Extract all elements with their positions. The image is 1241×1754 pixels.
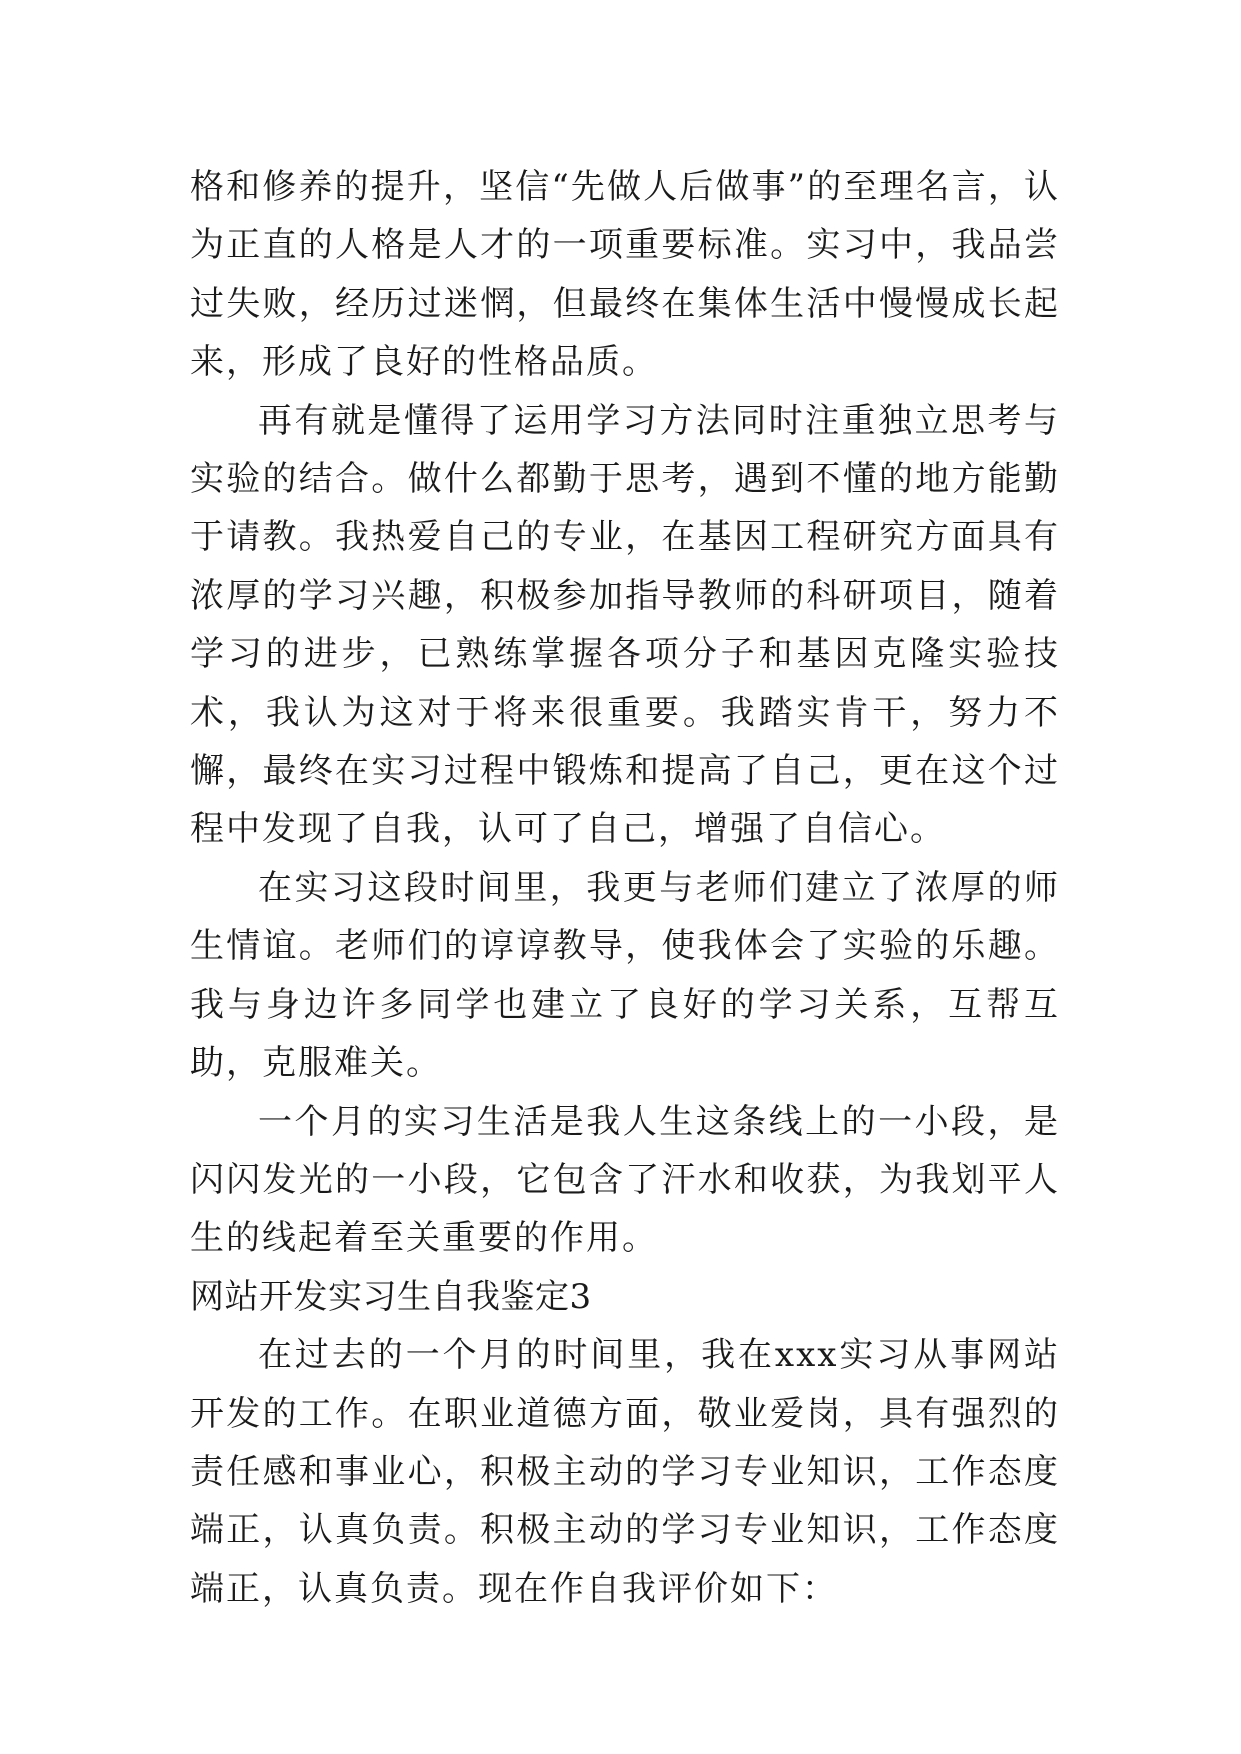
paragraph-summary: 一个月的实习生活是我人生这条线上的一小段，是闪闪发光的一小段，它包含了汗水和收获，为我划平人生的线起着至关重要的作用。 [190,1101,1060,1259]
paragraph-teachers: 在实习这段时间里，我更与老师们建立了浓厚的师生情谊。老师们的谆谆教导，使我体会了实验的乐趣。我与身边许多同学也建立了良好的学习关系，互帮互助，克服难关。 [190,867,1060,1084]
paragraph-self-evaluation: 在过去的一个月的时间里，我在xxx实习从事网站开发的工作。在职业道德方面，敬业爱岗，具有强烈的责任感和事业心，积极主动的学习专业知识，工作态度端正，认真负责。积极主动的学习专业知识，工作态度端正，认真负责。现在作自我评价如下： [190,1335,1060,1609]
document-body [190,158,1060,1618]
paragraph-continuation: 格和修养的提升，坚信“先做人后做事”的至理名言，认为正直的人格是人才的一项重要标准。实习中，我品尝过失败，经历过迷惘，但最终在集体生活中慢慢成长起来，形成了良好的性格品质。 [190,167,1060,383]
paragraph-methods: 再有就是懂得了运用学习方法同时注重独立思考与实验的结合。做什么都勤于思考，遇到不懂的地方能勤于请教。我热爱自己的专业，在基因工程研究方面具有浓厚的学习兴趣，积极参加指导教师的科研项目，随着学习的进步，已熟练掌握各项分子和基因克隆实验技术，我认为这对于将来很重要。我踏实肯干，努力不懈，最终在实习过程中锻炼和提高了自己，更在这个过程中发现了自我，认可了自己，增强了自信心。 [190,400,1060,850]
section-heading: 网站开发实习生自我鉴定3 [190,1276,592,1317]
